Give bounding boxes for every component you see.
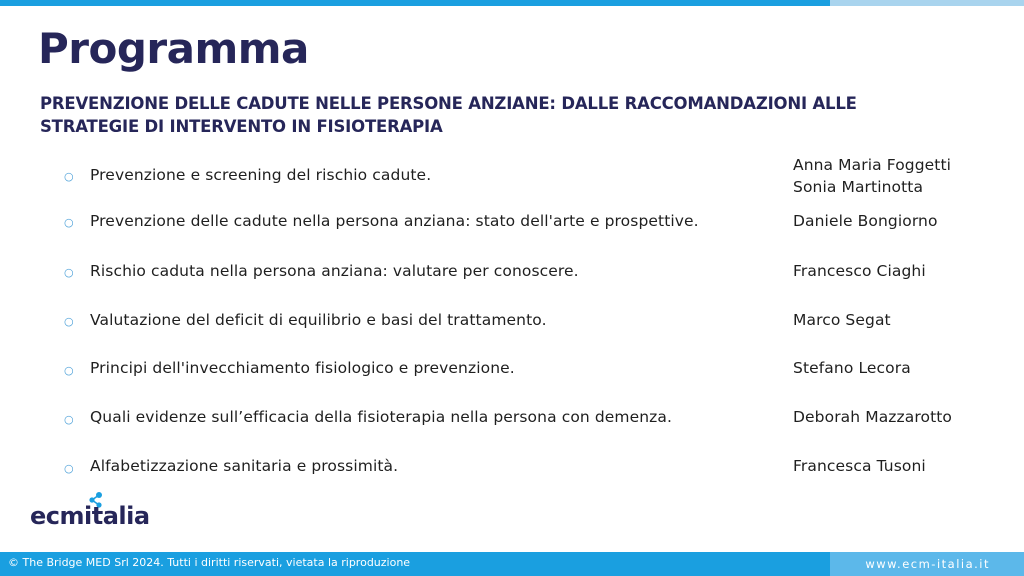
- agenda-speaker: Marco Segat: [793, 311, 891, 329]
- bullet-circle-icon: ○: [64, 462, 74, 475]
- agenda-speaker: Daniele Bongiorno: [793, 212, 938, 230]
- agenda-speaker: Deborah Mazzarotto: [793, 408, 953, 426]
- footer-bar: [0, 552, 1024, 576]
- agenda-topic: Valutazione del deficit di equilibrio e basi del trattamento.: [90, 311, 547, 329]
- agenda-speaker: Francesco Ciaghi: [793, 262, 926, 280]
- agenda-topic: Alfabetizzazione sanitaria e prossimità.: [90, 457, 399, 475]
- footer-right: [830, 552, 1024, 576]
- logo-text: ecmitalia: [30, 502, 150, 530]
- agenda-topic: Prevenzione e screening del rischio cadute.: [90, 166, 432, 184]
- footer-left: [0, 552, 830, 576]
- agenda-topic: Quali evidenze sull’efficacia della fisioterapia nella persona con demenza.: [90, 408, 673, 426]
- bullet-circle-icon: ○: [64, 315, 74, 328]
- agenda-speaker: Stefano Lecora: [793, 359, 911, 377]
- agenda-topic: Principi dell'invecchiamento fisiologico e prevenzione.: [90, 359, 515, 377]
- bullet-circle-icon: ○: [64, 266, 74, 279]
- ecmitalia-logo: [30, 490, 180, 535]
- agenda-speaker: Sonia Martinotta: [793, 178, 924, 196]
- slide-title: Programma: [38, 24, 309, 73]
- subtitle-line-1: PREVENZIONE DELLE CADUTE NELLE PERSONE ANZIANE: DALLE RACCOMANDAZIONI ALLE: [40, 94, 857, 113]
- footer-url-link[interactable]: www.ecm-italia.it: [865, 557, 990, 571]
- agenda-topic: Prevenzione delle cadute nella persona anziana: stato dell'arte e prospettive.: [90, 212, 699, 230]
- agenda-speaker: Anna Maria Foggetti: [793, 156, 952, 174]
- bullet-circle-icon: ○: [64, 216, 74, 229]
- bullet-circle-icon: ○: [64, 413, 74, 426]
- bullet-circle-icon: ○: [64, 364, 74, 377]
- subtitle-line-2: STRATEGIE DI INTERVENTO IN FISIOTERAPIA: [40, 117, 443, 136]
- agenda-topic: Rischio caduta nella persona anziana: valutare per conoscere.: [90, 262, 579, 280]
- footer-copyright: © The Bridge MED Srl 2024. Tutti i diritti riservati, vietata la riproduzione: [8, 556, 411, 569]
- agenda-speaker: Francesca Tusoni: [793, 457, 926, 475]
- bullet-circle-icon: ○: [64, 170, 74, 183]
